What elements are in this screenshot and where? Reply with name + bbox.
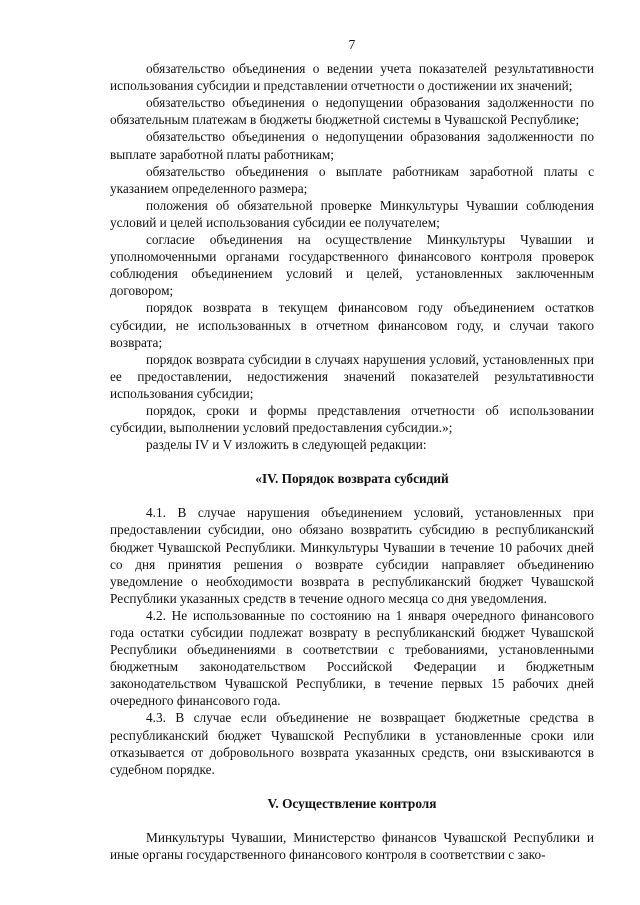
section-heading-v: V. Осуществление контроля bbox=[267, 795, 437, 811]
list-item: согласие объединения на осуществление Минкультуры Чувашии и уполномоченными органами государственного финансового контроля проверок соблюдения объединением условий и целей, установленных заключенным договором; bbox=[110, 232, 594, 299]
list-item: обязательство объединения о недопущении образования задолженности по выплате заработной платы работникам; bbox=[110, 129, 594, 162]
list-item: порядок возврата субсидии в случаях нарушения условий, установленных при ее предоставлении, недостижения значений показателей результативности использования субсидии; bbox=[110, 351, 594, 401]
section-heading-iv: «IV. Порядок возврата субсидий bbox=[255, 471, 449, 487]
list-item: обязательство объединения о ведении учета показателей результативности использования субсидии и представлении отчетности о достижении их значений; bbox=[110, 61, 594, 94]
list-item: разделы IV и V изложить в следующей редакции: bbox=[146, 437, 427, 453]
list-item: обязательство объединения о выплате работникам заработной платы с указанием определенного размера; bbox=[110, 163, 594, 196]
obligations-list bbox=[110, 60, 594, 453]
page-number: 7 bbox=[348, 37, 356, 52]
section-v-body bbox=[110, 829, 594, 863]
list-item: обязательство объединения о недопущении образования задолженности по обязательным платежам в бюджеты бюджетной системы в Чувашской Республике; bbox=[110, 95, 594, 128]
list-item: положения об обязательной проверке Минкультуры Чувашии соблюдения условий и целей использования субсидии ее получателем; bbox=[110, 197, 594, 230]
paragraph: 4.3. В случае если объединение не возвращает бюджетные средства в республиканский бюджет Чувашской Республики в установленные сроки или отказывается от добровольного возврата указанных средств, они взыскиваются в судебном порядке. bbox=[110, 710, 594, 777]
section-iv-body bbox=[110, 504, 594, 778]
paragraph: 4.1. В случае нарушения объединением условий, установленных при предоставлении субсидии, оно обязано возвратить субсидию в республиканский бюджет Чувашской Республики. Минкультуры Чувашии в течение 10 рабочих дней со дня принятия решения о возврате субсидии направляет объединению уведомление о необходимости возврата в республиканский бюджет Чувашской Республики указанных средств в течение одного месяца со дня уведомления. bbox=[110, 505, 594, 606]
list-item: порядок возврата в текущем финансовом году объединением остатков субсидии, не использованных в отчетном финансовом году, и случаи такого возврата; bbox=[110, 300, 594, 350]
list-item: порядок, сроки и формы представления отчетности об использовании субсидии, выполнении условий предоставления субсидии.»; bbox=[110, 402, 594, 436]
paragraph: 4.2. Не использованные по состоянию на 1 января очередного финансового года остатки субсидии подлежат возврату в республиканский бюджет Чувашской Республики объединениями в соответствии с требованиями, установленными бюджетным законодательством Российской Федерации и бюджетным законодательством Чувашской Республики, в течение первых 15 рабочих дней очередного финансового года. bbox=[110, 607, 594, 709]
paragraph: Минкультуры Чувашии, Министерство финансов Чувашской Республики и иные органы государственного финансового контроля в соответствии с зако- bbox=[110, 829, 594, 863]
